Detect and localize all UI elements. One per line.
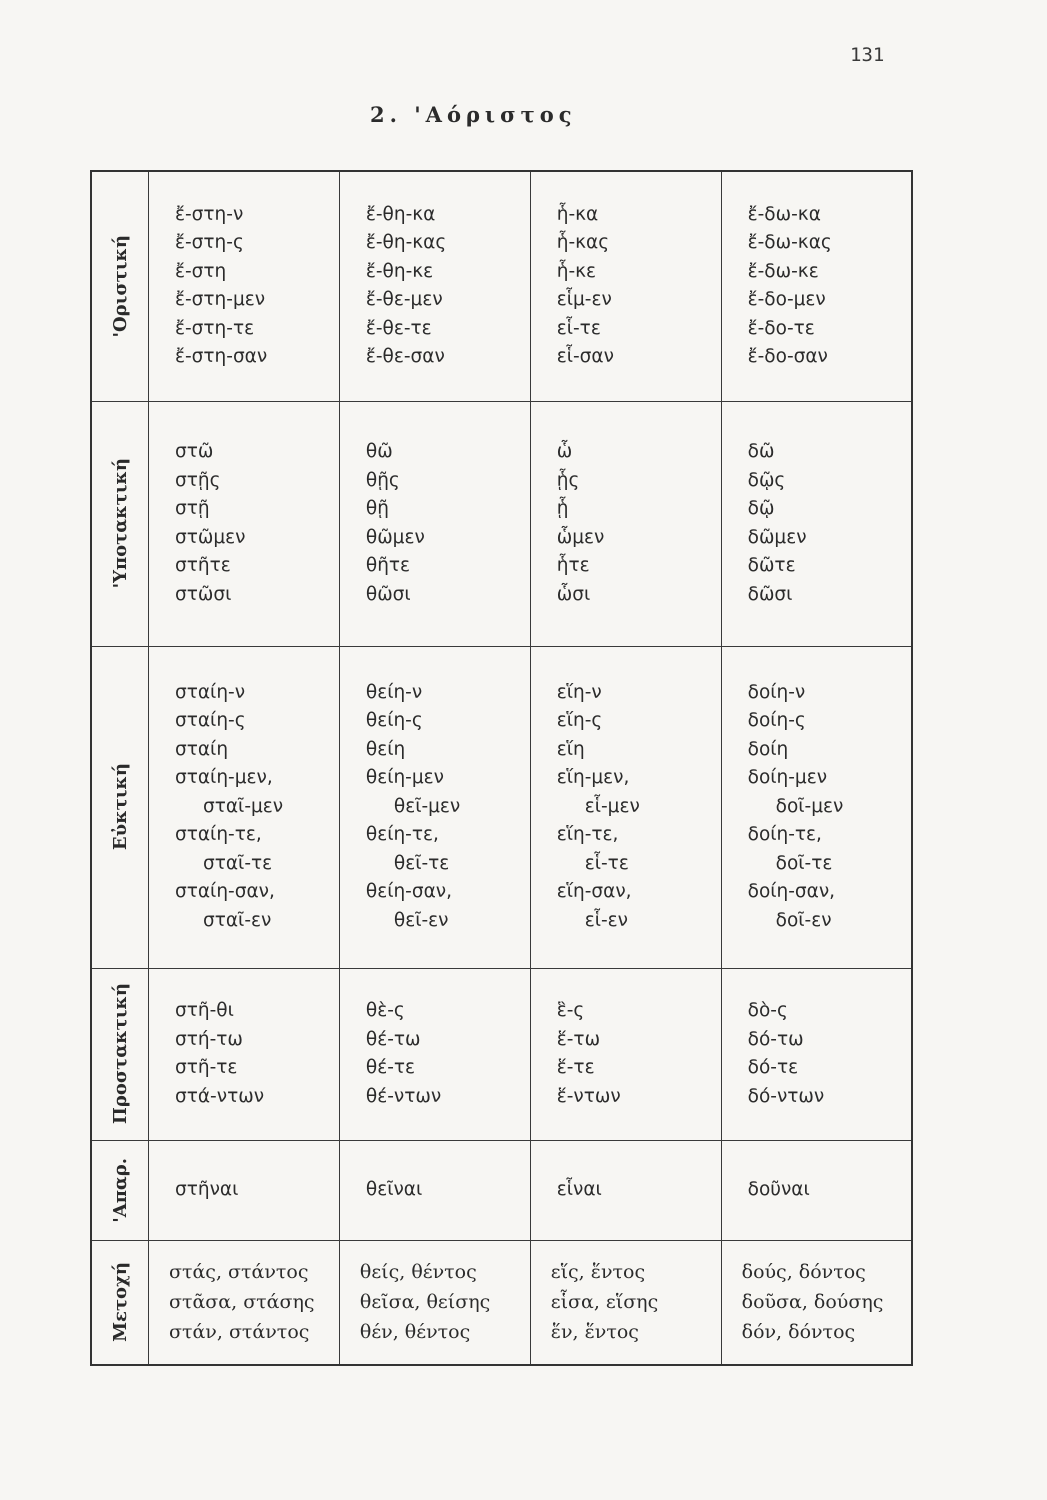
form: ἕν, ἕντος <box>550 1321 639 1344</box>
form: ἔ-δο-μεν <box>747 289 826 311</box>
form: στῆ-τε <box>175 1057 238 1078</box>
form: ὧμεν <box>556 526 605 548</box>
form: δοίη-ν <box>747 681 806 703</box>
cell-stem-sta <box>149 1240 340 1365</box>
row-label-cell <box>91 401 149 646</box>
form: δὸ-ς <box>747 1000 788 1021</box>
form: ἔ-θε-σαν <box>365 346 445 368</box>
form: στή-τω <box>175 1028 243 1050</box>
row-indicative <box>91 171 912 401</box>
form: εἵη-ν <box>556 681 602 703</box>
form: θείη-ν <box>365 681 423 703</box>
form: θῇς <box>365 469 400 491</box>
form: σταίη-σαν, <box>175 881 275 903</box>
form: ἕ-τω <box>556 1028 601 1050</box>
cell-stem-do <box>721 968 912 1140</box>
form: ἔ-δω-κε <box>747 260 819 282</box>
row-label-cell <box>91 171 149 401</box>
form: ὧσι <box>556 583 591 605</box>
row-subjunctive <box>91 401 912 646</box>
form: θεῖσα, θείσης <box>359 1291 491 1314</box>
form-alt: εἷ-εν <box>584 909 629 931</box>
form: ἔ-θη-κε <box>365 260 434 282</box>
form: ἧ-κας <box>556 232 610 254</box>
form: ἔ-δο-σαν <box>747 346 828 368</box>
form: ἕ-ντων <box>556 1085 621 1107</box>
form: ἧ-κε <box>556 260 597 282</box>
cell-stem-sta <box>149 1140 340 1240</box>
form: στά-ντων <box>175 1085 265 1107</box>
form: θῶσι <box>365 583 411 605</box>
form-alt: δοῖ-εν <box>775 909 832 931</box>
row-optative <box>91 646 912 968</box>
form: ἔ-δω-κας <box>747 232 832 254</box>
form: στῶ <box>175 441 214 462</box>
cell-stem-do <box>721 401 912 646</box>
form-alt: δοῖ-μεν <box>775 795 844 817</box>
form: ἔ-στη-μεν <box>175 289 266 311</box>
form: στῶσι <box>175 583 232 605</box>
form: στῇ <box>175 498 210 519</box>
mood-label-participle: Μετοχή <box>109 1262 131 1343</box>
form: θείη-σαν, <box>365 881 452 903</box>
cell-stem-do <box>721 1140 912 1240</box>
form: ἧ-κα <box>556 203 599 225</box>
section-title: 2. 'Αόριστος <box>370 102 577 127</box>
form: δῶμεν <box>747 526 807 548</box>
cell-stem-the <box>339 1140 530 1240</box>
form: ἓ-ς <box>556 1000 585 1021</box>
form: εἵη-μεν, <box>556 767 630 789</box>
form: θῶμεν <box>365 526 425 548</box>
mood-label-indicative: 'Οριστική <box>109 234 131 338</box>
form: θῶ <box>365 441 393 462</box>
form: εἷμ-εν <box>556 289 612 311</box>
form-alt: εἷ-τε <box>584 852 629 874</box>
form: δοίη-ς <box>747 710 806 732</box>
form: ἔ-θη-κας <box>365 232 447 254</box>
cell-stem-the <box>339 1240 530 1365</box>
cell-stem-the <box>339 401 530 646</box>
form: ἔ-στη-τε <box>175 317 255 339</box>
form: θῇ <box>365 498 389 519</box>
form: ἔ-στη <box>175 260 227 282</box>
cell-stem-the <box>339 171 530 401</box>
form: ἔ-στη-σαν <box>175 346 268 368</box>
form: σταίη-ν <box>175 681 246 703</box>
form: ἕ-τε <box>556 1057 595 1078</box>
form: θὲ-ς <box>365 1000 405 1021</box>
form: θείη-τε, <box>365 824 439 846</box>
cell-stem-sta <box>149 968 340 1140</box>
cell-stem-he <box>530 1140 721 1240</box>
form: ἔ-δω-κα <box>747 203 821 225</box>
mood-label-optative: Εὐκτική <box>109 763 131 851</box>
mood-label-infinitive: 'Απαρ. <box>109 1157 131 1223</box>
form: εἵη-τε, <box>556 824 619 846</box>
form: στάν, στάντος <box>169 1321 310 1344</box>
form: ᾗς <box>556 469 580 491</box>
form: δό-ντων <box>747 1085 825 1107</box>
form: θέν, θέντος <box>359 1321 471 1344</box>
form-alt: θεῖ-τε <box>393 852 450 874</box>
cell-stem-the <box>339 968 530 1140</box>
form: σταίη-τε, <box>175 824 262 846</box>
row-infinitive <box>91 1140 912 1240</box>
form: δό-τε <box>747 1057 799 1078</box>
cell-stem-sta <box>149 646 340 968</box>
form: θῆτε <box>365 555 411 576</box>
form: θείη-ς <box>365 710 423 732</box>
row-participle <box>91 1240 912 1365</box>
cell-stem-he <box>530 968 721 1140</box>
mood-label-subjunctive: 'Υποτακτική <box>109 458 131 589</box>
form: δῷς <box>747 469 786 491</box>
form: ἧτε <box>556 555 590 576</box>
cell-stem-he <box>530 1240 721 1365</box>
form: θέ-τω <box>365 1028 421 1050</box>
form: στᾶσα, στάσης <box>169 1291 315 1314</box>
form-alt: σταῖ-τε <box>203 852 273 874</box>
form: ἔ-θε-μεν <box>365 289 443 311</box>
form: δοῦναι <box>747 1178 810 1200</box>
form: δοίη-τε, <box>747 824 822 846</box>
form-alt: θεῖ-εν <box>393 909 449 931</box>
form: στῇς <box>175 469 221 491</box>
form: δῶ <box>747 441 775 462</box>
form: στάς, στάντος <box>169 1261 309 1284</box>
form: ἔ-δο-τε <box>747 317 815 339</box>
form: ᾗ <box>556 498 569 519</box>
form: δόν, δόντος <box>741 1321 856 1344</box>
cell-stem-do <box>721 1240 912 1365</box>
form: ἔ-θη-κα <box>365 203 436 225</box>
form: θείη-μεν <box>365 767 444 789</box>
form-alt: δοῖ-τε <box>775 852 833 874</box>
form: στῶμεν <box>175 526 246 548</box>
form: εἷσα, εἵσης <box>550 1291 659 1314</box>
row-label-cell <box>91 1140 149 1240</box>
form: σταίη <box>175 738 229 760</box>
form: εἷναι <box>556 1178 602 1200</box>
form: εἷ-τε <box>556 317 601 339</box>
form: δοῦσα, δούσης <box>741 1291 884 1314</box>
cell-stem-do <box>721 646 912 968</box>
mood-label-imperative: Προστακτική <box>109 983 131 1125</box>
cell-stem-the <box>339 646 530 968</box>
form: σταίη-μεν, <box>175 767 273 789</box>
cell-stem-sta <box>149 171 340 401</box>
form: εἵη-ς <box>556 710 603 732</box>
form-alt: σταῖ-μεν <box>203 795 284 817</box>
form: ἔ-στη-ν <box>175 203 244 225</box>
form-alt: εἷ-μεν <box>584 795 640 817</box>
form: σταίη-ς <box>175 710 246 732</box>
form: δοίη-σαν, <box>747 881 836 903</box>
row-label-cell <box>91 968 149 1140</box>
cell-stem-sta <box>149 401 340 646</box>
form: εἵη <box>556 738 585 760</box>
form: δῶσι <box>747 583 793 605</box>
form: εἷ-σαν <box>556 346 614 368</box>
form: δοίη-μεν <box>747 767 828 789</box>
form: θείς, θέντος <box>359 1261 477 1284</box>
cell-stem-he <box>530 171 721 401</box>
form: θέ-τε <box>365 1057 416 1078</box>
form: θεῖναι <box>365 1178 423 1200</box>
form: εἵς, ἕντος <box>550 1261 646 1284</box>
cell-stem-he <box>530 646 721 968</box>
cell-stem-do <box>721 171 912 401</box>
conjugation-table <box>90 170 913 1366</box>
form: δοίη <box>747 738 789 760</box>
row-label-cell <box>91 646 149 968</box>
form: δῶτε <box>747 555 796 576</box>
form: θείη <box>365 738 406 760</box>
form-alt: θεῖ-μεν <box>393 795 461 817</box>
form: εἵη-σαν, <box>556 881 632 903</box>
form: δούς, δόντος <box>741 1261 866 1284</box>
form: στῆ-θι <box>175 1000 234 1021</box>
page-number: 131 <box>850 44 885 66</box>
form: ἔ-θε-τε <box>365 317 432 339</box>
form-alt: σταῖ-εν <box>203 909 272 931</box>
form: στῆτε <box>175 555 231 576</box>
row-imperative <box>91 968 912 1140</box>
form: θέ-ντων <box>365 1085 442 1107</box>
row-label-cell <box>91 1240 149 1365</box>
form: ἔ-στη-ς <box>175 232 244 254</box>
form: ὧ <box>556 441 573 462</box>
form: στῆναι <box>175 1178 239 1200</box>
cell-stem-he <box>530 401 721 646</box>
form: δό-τω <box>747 1028 804 1050</box>
form: δῷ <box>747 498 775 519</box>
